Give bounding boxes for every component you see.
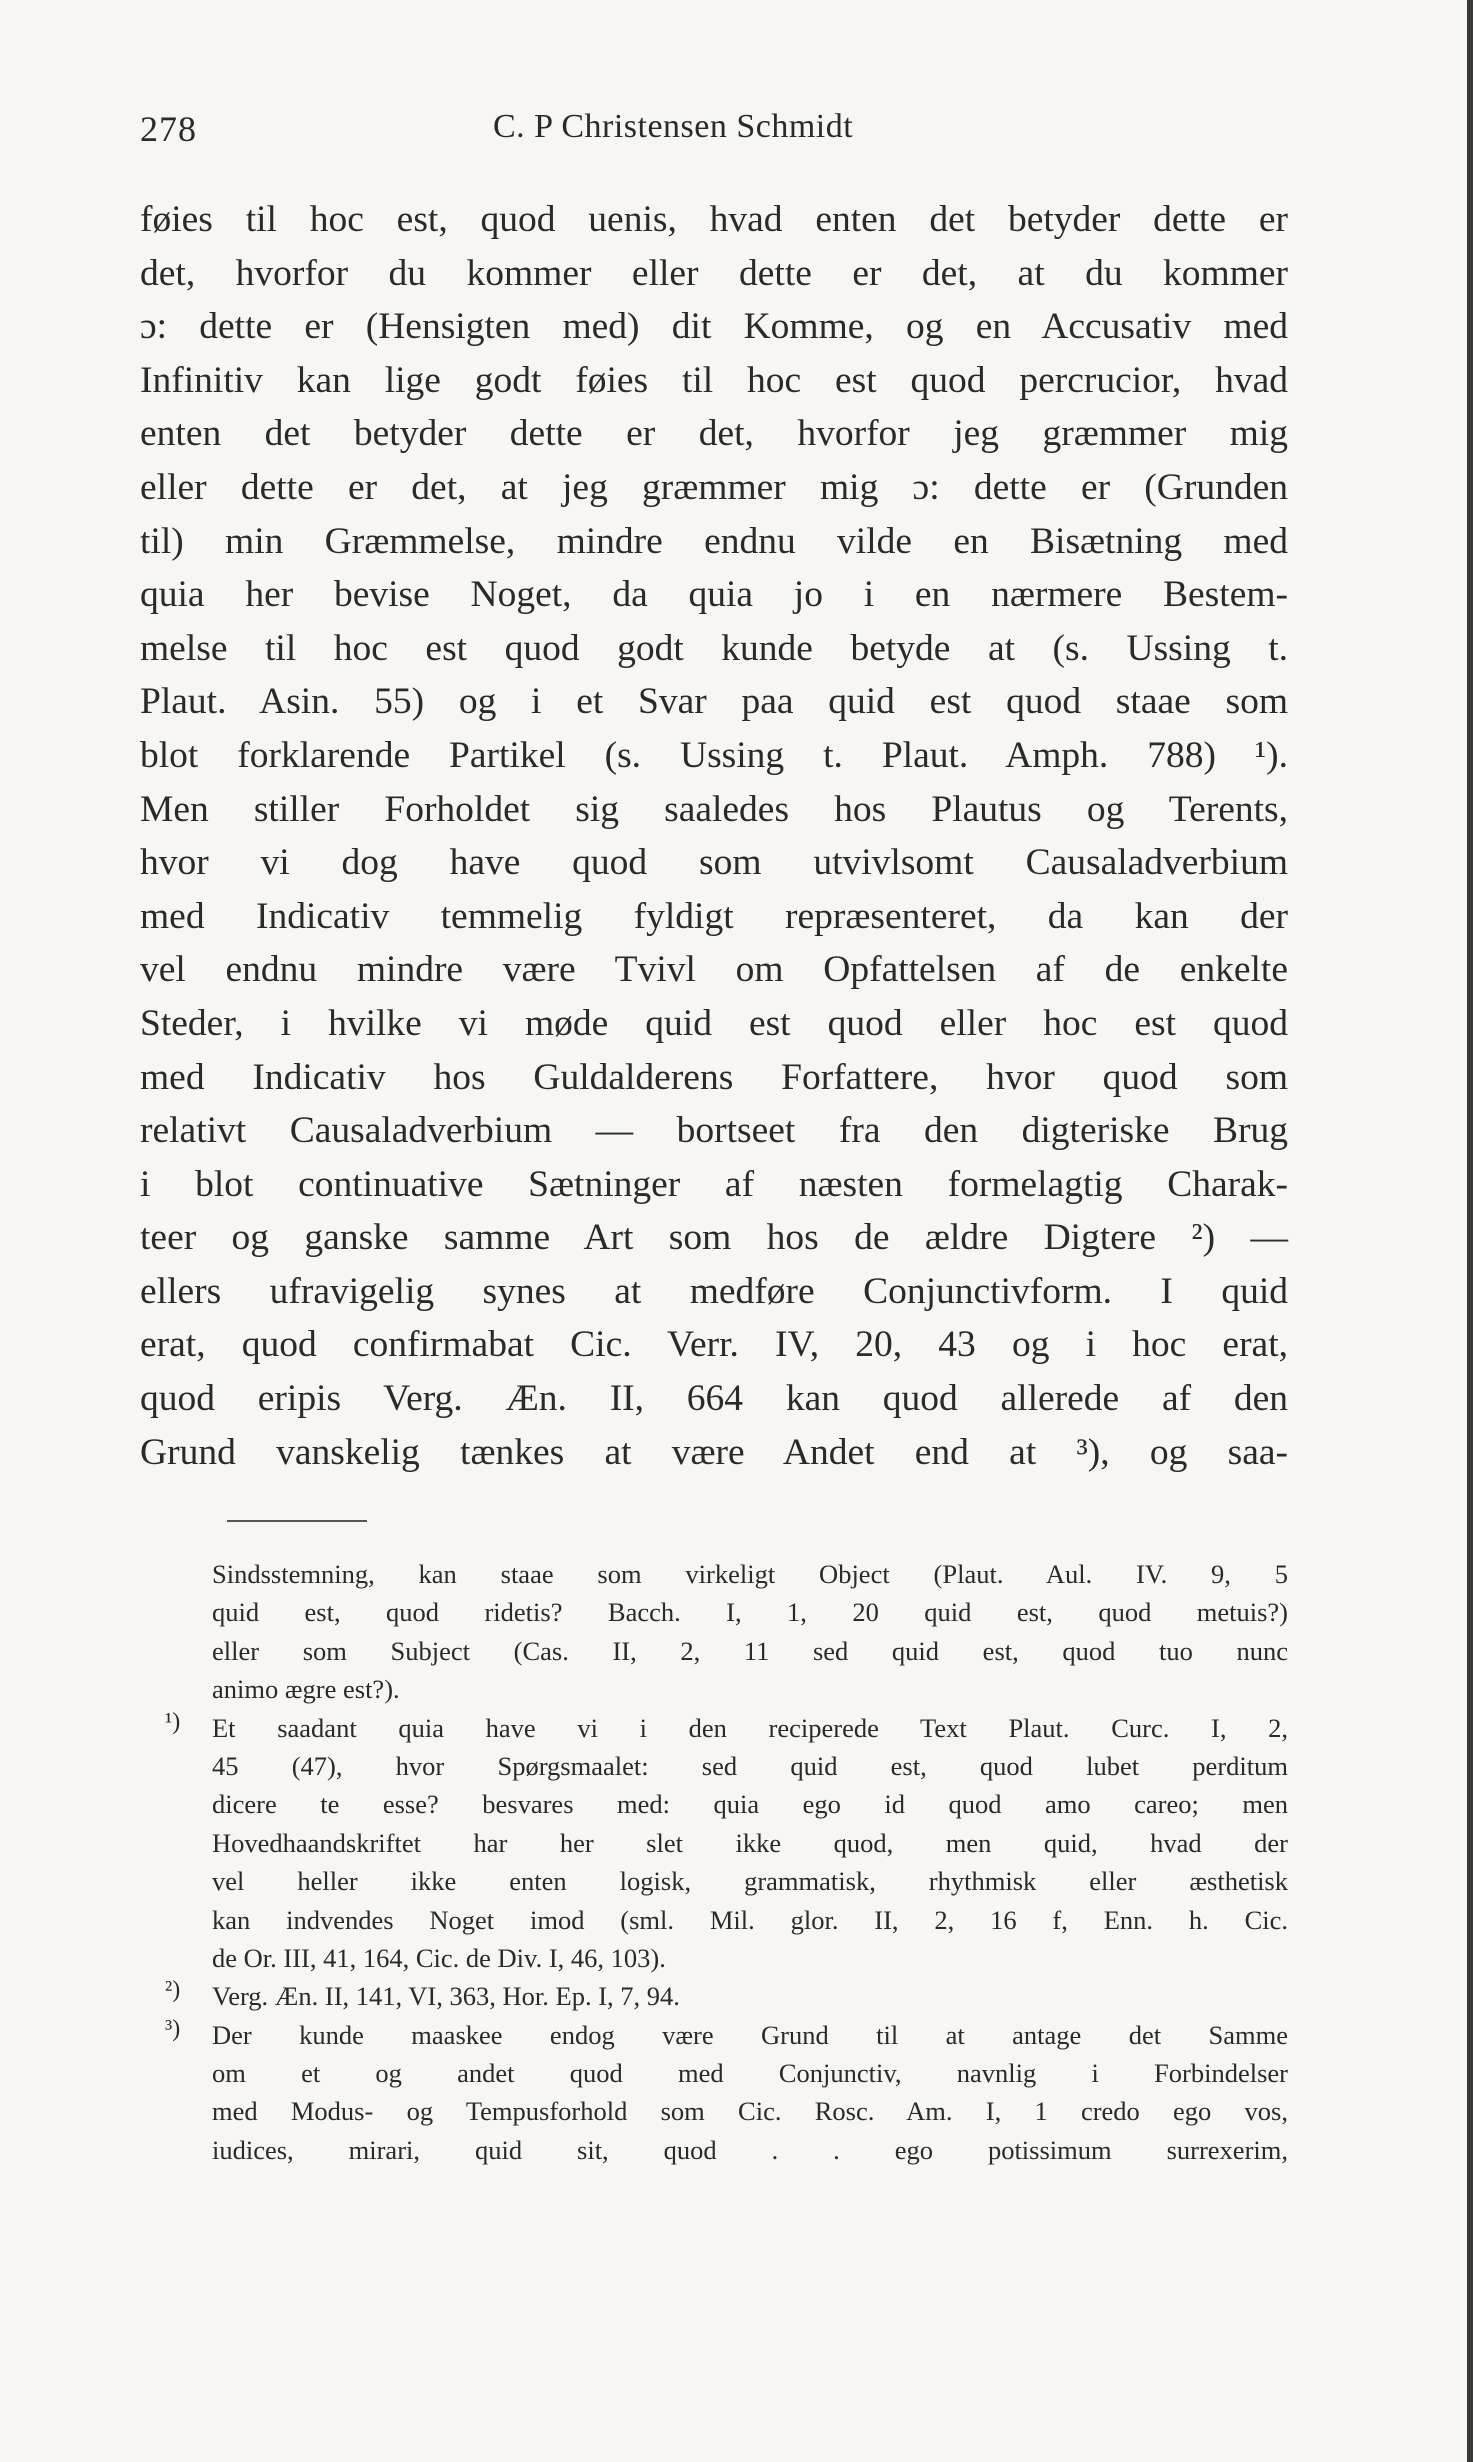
- footnote-line: kan indvendes Noget imod (sml. Mil. glor. II, 2, 16 f, Enn. h. Cic.: [212, 1904, 1288, 1935]
- footnote-line: dicere te esse? besvares med: quia ego id quod amo careo; men: [212, 1789, 1288, 1820]
- footnote-line: om et og andet quod med Conjunctiv, navnlig i Forbindelser: [212, 2058, 1288, 2089]
- text-line: enten det betyder dette er det, hvorfor jeg græmmer mig: [140, 413, 1288, 455]
- footnote-line: animo ægre est?).: [212, 1674, 400, 1705]
- footnote-2: [165, 1977, 1288, 2015]
- text-line: Plaut. Asin. 55) og i et Svar paa quid est quod staae som: [140, 681, 1288, 723]
- text-line: det, hvorfor du kommer eller dette er det, at du kommer: [140, 252, 1288, 294]
- text-line: erat, quod confirmabat Cic. Verr. IV, 20, 43 og i hoc erat,: [140, 1324, 1288, 1366]
- text-line: hvor vi dog have quod som utvivlsomt Causaladverbium: [140, 842, 1288, 884]
- footnote-marker: ¹): [165, 1708, 181, 1735]
- text-line: til) min Græmmelse, mindre endnu vilde en Bisætning med: [140, 520, 1288, 562]
- text-line: føies til hoc est, quod uenis, hvad enten det betyder dette er: [140, 199, 1288, 240]
- footnote-line: eller som Subject (Cas. II, 2, 11 sed quid est, quod tuo nunc: [212, 1635, 1288, 1666]
- footnote-marker: ²): [165, 1977, 181, 2004]
- text-line: vel endnu mindre være Tvivl om Opfattelsen af de enkelte: [140, 949, 1288, 991]
- text-line: eller dette er det, at jeg græmmer mig ɔ: dette er (Grunden: [140, 466, 1288, 508]
- text-line: quia her bevise Noget, da quia jo i en nærmere Bestem-: [140, 574, 1288, 616]
- text-line: med Indicativ hos Guldalderens Forfattere, hvor quod som: [140, 1056, 1288, 1098]
- footnotes: [165, 1555, 1288, 2169]
- footnote-line: Der kunde maaskee endog være Grund til at antage det Samme: [212, 2019, 1288, 2050]
- footnote-continuation: [212, 1555, 1288, 1709]
- text-line: Infinitiv kan lige godt føies til hoc est quod percrucior, hvad: [140, 359, 1288, 401]
- text-line: quod eripis Verg. Æn. II, 664 kan quod allerede af den: [140, 1378, 1288, 1420]
- text-line: teer og ganske samme Art som hos de ældre Digtere ²) —: [140, 1217, 1288, 1259]
- text-line: relativt Causaladverbium — bortseet fra den digteriske Brug: [140, 1110, 1288, 1152]
- footnote-line: med Modus- og Tempusforhold som Cic. Rosc. Am. I, 1 credo ego vos,: [212, 2096, 1288, 2127]
- main-text: [140, 193, 1288, 1479]
- footnote-line: iudices, mirari, quid sit, quod . . ego potissimum surrexerim,: [212, 2134, 1288, 2165]
- text-line: ellers ufravigelig synes at medføre Conjunctivform. I quid: [140, 1270, 1288, 1312]
- page-edge-line: [1467, 0, 1473, 2462]
- footnote-line: vel heller ikke enten logisk, grammatisk, rhythmisk eller æsthetisk: [212, 1866, 1288, 1897]
- running-head: [140, 108, 1320, 158]
- footnote-line: Sindsstemning, kan staae som virkeligt Object (Plaut. Aul. IV. 9, 5: [212, 1559, 1288, 1589]
- text-line: melse til hoc est quod godt kunde betyde at (s. Ussing t.: [140, 627, 1288, 669]
- footnote-line: de Or. III, 41, 164, Cic. de Div. I, 46, 103).: [212, 1942, 666, 1973]
- text-line: Grund vanskelig tænkes at være Andet end at ³), og saa-: [140, 1431, 1288, 1473]
- text-line: med Indicativ temmelig fyldigt repræsenteret, da kan der: [140, 895, 1288, 937]
- text-line: i blot continuative Sætninger af næsten formelagtig Charak-: [140, 1163, 1288, 1205]
- footnote-line: 45 (47), hvor Spørgsmaalet: sed quid est, quod lubet perditum: [212, 1750, 1288, 1781]
- footnote-divider: [227, 1520, 367, 1522]
- footnote-line: quid est, quod ridetis? Bacch. I, 1, 20 quid est, quod metuis?): [212, 1597, 1288, 1628]
- footnote-line: Hovedhaandskriftet har her slet ikke quod, men quid, hvad der: [212, 1827, 1288, 1858]
- text-line: ɔ: dette er (Hensigten med) dit Komme, og en Accusativ med: [140, 306, 1288, 348]
- page-number: 278: [140, 109, 197, 149]
- text-line: Men stiller Forholdet sig saaledes hos Plautus og Terents,: [140, 788, 1288, 830]
- text-line: blot forklarende Partikel (s. Ussing t. Plaut. Amph. 788) ¹).: [140, 734, 1288, 776]
- text-line: Steder, i hvilke vi møde quid est quod eller hoc est quod: [140, 1002, 1288, 1044]
- running-title: C. P Christensen Schmidt: [493, 108, 854, 145]
- footnote-3: [165, 2015, 1288, 2170]
- footnote-marker: ³): [165, 2015, 181, 2042]
- footnote-line: Et saadant quia have vi i den reciperede Text Plaut. Curc. I, 2,: [212, 1712, 1288, 1743]
- footnote-1: [165, 1708, 1288, 1978]
- footnote-line: Verg. Æn. II, 141, VI, 363, Hor. Ep. I, 7, 94.: [212, 1981, 680, 2012]
